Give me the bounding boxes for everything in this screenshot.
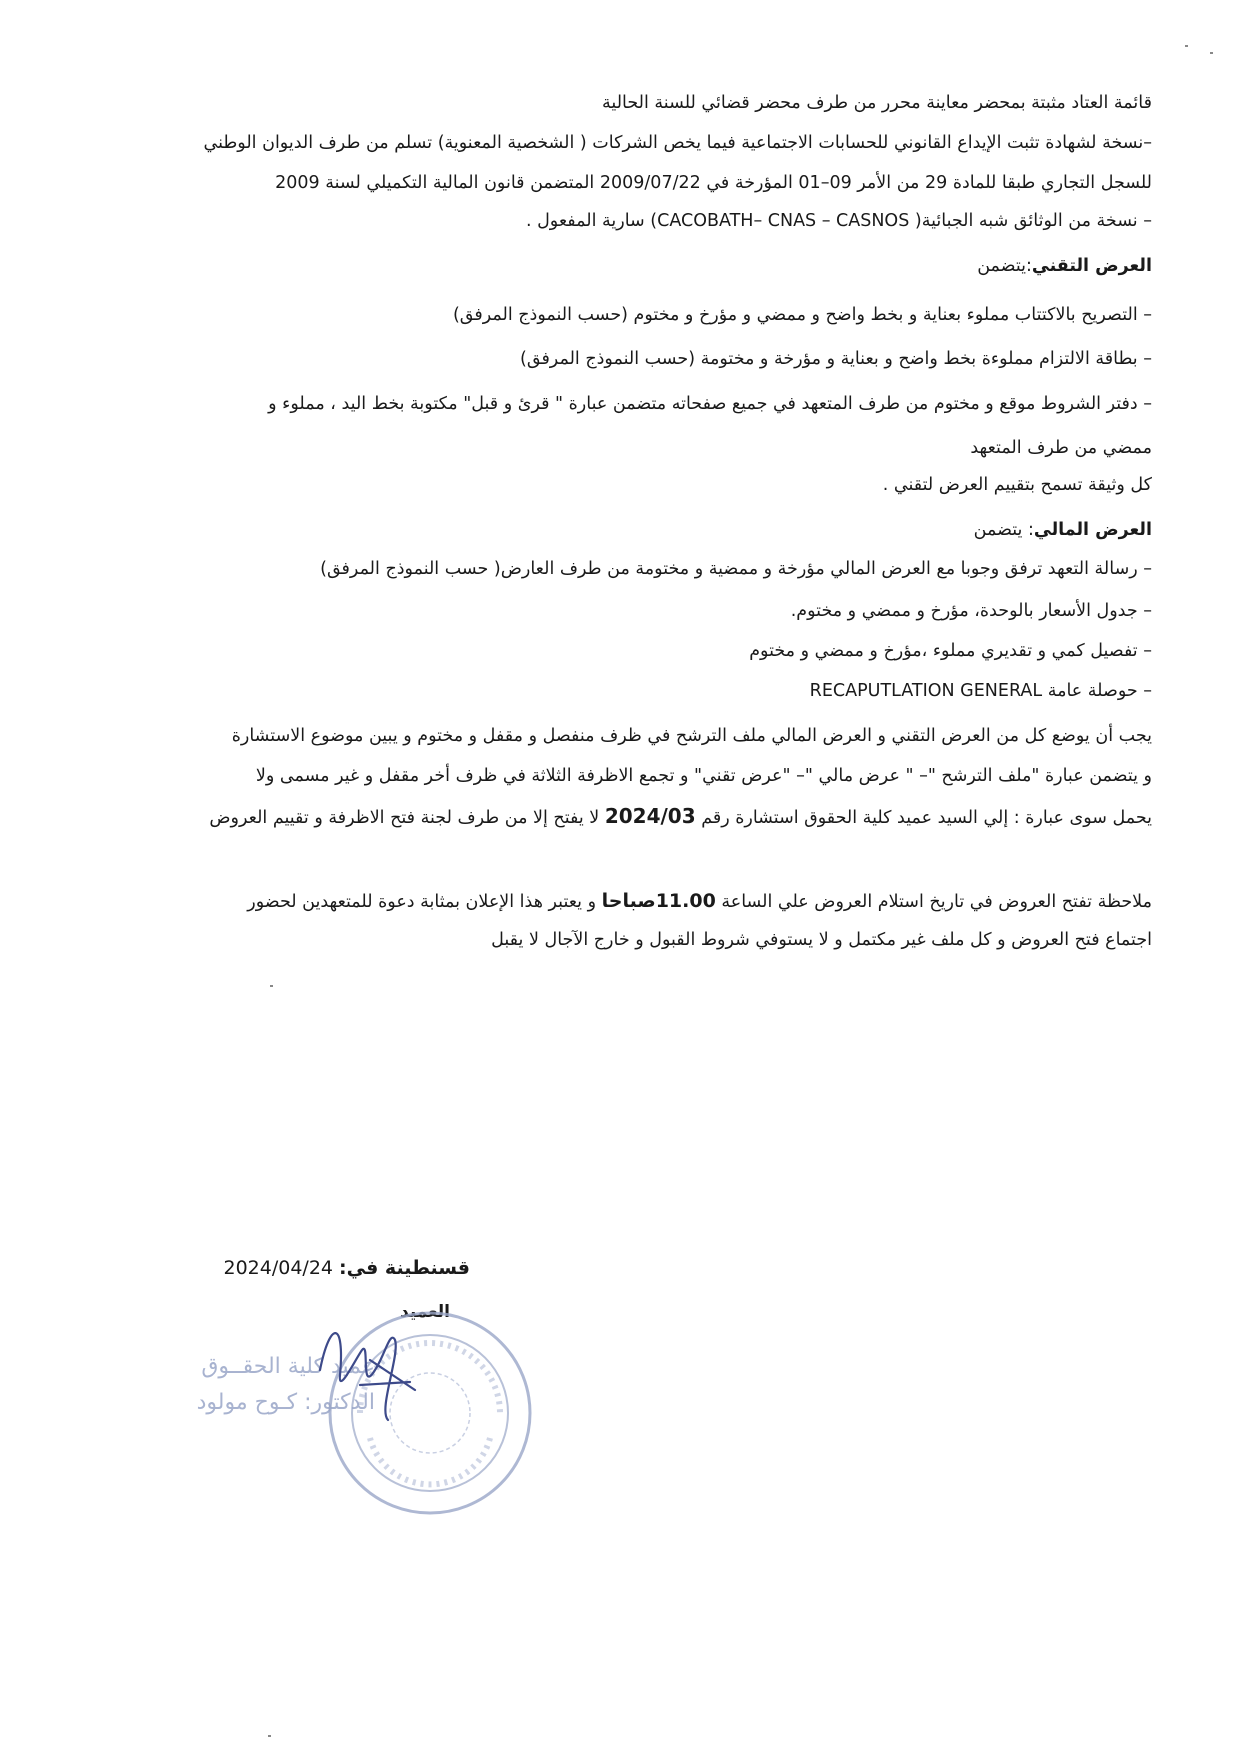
technical-offer-heading [92, 253, 1152, 279]
opening-time: 11.00صباحا [601, 890, 716, 912]
technical-item-specifications-cont: ممضي من طرف المتعهد [970, 438, 1152, 458]
financial-offer-title: العرض المالي [1033, 520, 1152, 540]
financial-item-price-table: – جدول الأسعار بالوحدة، مؤرخ و ممضي و مختوم. [790, 601, 1152, 621]
envelope-paragraph-line-1: يجب أن يوضع كل من العرض التقني و العرض المالي ملف الترشح في ظرف منفصل و مقفل و مختوم و يبين موضوع الاستشارة [231, 726, 1152, 746]
scan-speck [1210, 52, 1213, 54]
signature-date: 2024/04/24 [223, 1257, 333, 1279]
note-line-1 [92, 888, 1152, 915]
stamp-line-2: الدكتور: كـوح مولود [196, 1390, 375, 1415]
scan-speck [270, 985, 273, 987]
envelope-paragraph-line-2: و يتضمن عبارة "ملف الترشح "– " عرض مالي "– "عرض تقني" و تجمع الاظرفة الثلاثة في ظرف أخر مقفل و غير مسمى ولا [255, 766, 1152, 786]
financial-offer-suffix: : يتضمن [973, 520, 1034, 540]
envelope-text-start: يحمل سوى عبارة : إلي السيد عميد كلية الحقوق استشارة رقم [695, 808, 1152, 828]
technical-offer-title: العرض التقني [1031, 256, 1152, 276]
financial-offer-heading [92, 517, 1152, 543]
envelope-text-end: لا يفتح إلا من طرف لجنة فتح الاظرفة و تقييم العروض [209, 808, 605, 828]
note-text-end: و يعتبر هذا الإعلان بمثابة دعوة للمتعهدين لحضور [247, 892, 602, 912]
envelope-paragraph-line-3 [92, 803, 1152, 831]
technical-item-commitment-card: – بطاقة الالتزام مملوءة بخط واضح و بعناية و مؤرخة و مختومة (حسب النموذج المرفق) [520, 349, 1152, 369]
note-line-2: اجتماع فتح العروض و كل ملف غير مكتمل و لا يستوفي شروط القبول و خارج الآجال لا يقبل [491, 930, 1152, 950]
financial-item-summary: – حوصلة عامة RECAPUTLATION GENERAL [809, 681, 1152, 701]
handwritten-signature-icon [300, 1300, 440, 1440]
scan-speck [1185, 45, 1188, 47]
technical-offer-suffix: :يتضمن [977, 256, 1032, 276]
parafiscal-docs-line: – نسخة من الوثائق شبه الجبائية( CACOBATH– CNAS – CASNOS) سارية المفعول . [525, 211, 1152, 231]
technical-item-any-document: كل وثيقة تسمح بتقييم العرض لتقني . [882, 475, 1152, 495]
financial-item-letter: – رسالة التعهد ترفق وجوبا مع العرض المالي مؤرخة و ممضية و مختومة من طرف العارض( حسب النموذج المرفق) [320, 559, 1152, 579]
financial-item-estimate: – تفصيل كمي و تقديري مملوء ،مؤرخ و ممضي و مختوم [749, 641, 1152, 661]
technical-item-specifications: – دفتر الشروط موقع و مختوم من طرف المتعهد في جميع صفحاته متضمن عبارة " قرئ و قبل" مكتوبة بخط اليد ، مملوء و [268, 394, 1152, 414]
scan-speck [268, 1735, 271, 1737]
stamp-line-1: عميد كلية الحقــوق [201, 1354, 375, 1379]
dean-title: العميد [400, 1302, 450, 1322]
commerce-register-line: للسجل التجاري طبقا للمادة 29 من الأمر 09–01 المؤرخة في 2009/07/22 المتضمن قانون المالية التكميلي لسنة 2009 [275, 173, 1152, 193]
place-label: قسنطينة في: [339, 1257, 470, 1279]
place-date [210, 1257, 470, 1279]
technical-item-declaration: – التصريح بالاكتتاب مملوء بعناية و بخط واضح و ممضي و مؤرخ و مختوم (حسب النموذج المرفق) [452, 305, 1152, 325]
equipment-list-line: قائمة العتاد مثبتة بمحضر معاينة محرر من طرف محضر قضائي للسنة الحالية [602, 93, 1152, 113]
legal-deposit-line: –نسخة لشهادة تثبت الإيداع القانوني للحسابات الاجتماعية فيما يخص الشركات ( الشخصية المعنوية) تسلم من طرف الديوان الوطني [203, 133, 1152, 153]
note-text-start: ملاحظة تفتح العروض في تاريخ استلام العروض علي الساعة [715, 892, 1152, 912]
consultation-number: 2024/03 [604, 804, 696, 828]
